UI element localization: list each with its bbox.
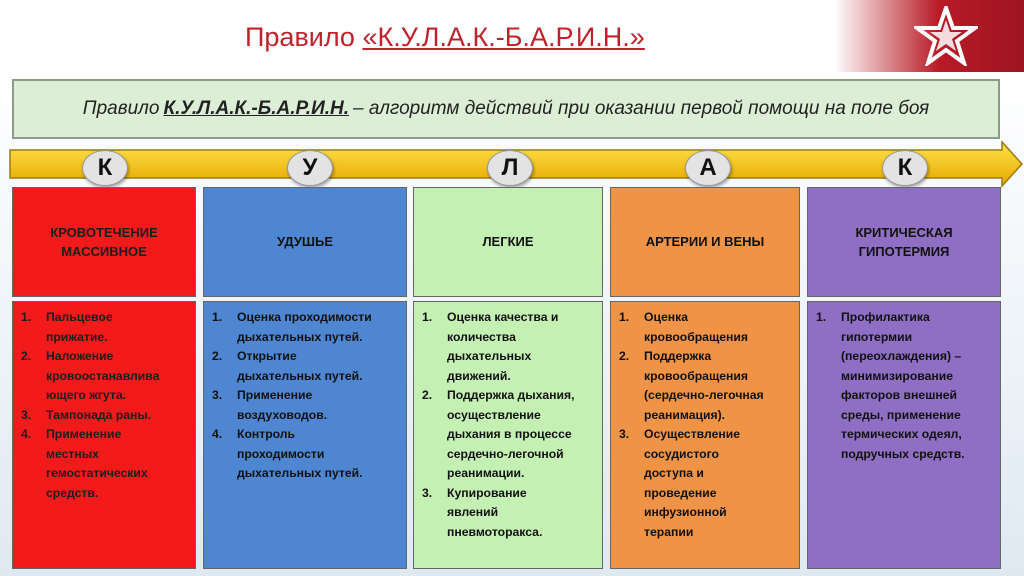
subtitle-box (12, 79, 1000, 139)
list-item: 2. Наложение кровоостанавлива ющего жгута. (21, 349, 160, 403)
column-list (807, 301, 1001, 569)
list-item: 1. Профилактика гипотермии (переохлаждения) – минимизирование факторов внешней среды, применение термических одеял, подручных средств. (816, 310, 965, 461)
list-item: 3. Применение воздуховодов. (212, 388, 328, 422)
list-item: 3. Купирование явлений пневмоторакса. (422, 485, 543, 539)
column-heading: УДУШЬЕ (203, 187, 407, 297)
column-list (12, 301, 196, 569)
column-list (610, 301, 800, 569)
column-heading: КРИТИЧЕСКАЯ ГИПОТЕРМИЯ (807, 187, 1001, 297)
subtitle-prefix: Правило (82, 98, 160, 119)
list-item: 2. Открытие дыхательных путей. (212, 349, 363, 383)
page-title: Правило «К.У.Л.А.К.-Б.А.Р.И.Н.» (245, 22, 645, 52)
column-list (413, 301, 603, 569)
list-item: 1. Оценка проходимости дыхательных путей. (212, 310, 372, 344)
list-item: 1. Оценка качества и количества дыхательных движений. (422, 310, 559, 383)
column-list (203, 301, 407, 569)
list-item: 3. Тампонада раны. (21, 407, 152, 422)
list-item: 4. Применение местных гемостатических средств. (21, 427, 148, 500)
list-item: 3. Осуществление сосудистого доступа и проведение инфузионной терапии (619, 427, 741, 539)
list-item: 4. Контроль проходимости дыхательных путей. (212, 427, 363, 481)
list-item: 2. Поддержка кровообращения (сердечно-легочная реанимация). (619, 349, 764, 422)
column-heading: АРТЕРИИ И ВЕНЫ (610, 187, 800, 297)
letter-badge: К (882, 150, 928, 186)
letter-badge: А (685, 150, 731, 186)
list-item: 2. Поддержка дыхания, осуществление дыхания в процессе сердечно-легочной реанимации. (422, 388, 575, 481)
letter-badge: У (287, 150, 333, 186)
list-item: 1. Пальцевое прижатие. (21, 310, 113, 344)
column-heading: КРОВОТЕЧЕНИЕ МАССИВНОЕ (12, 187, 196, 297)
red-star-emblem-icon (914, 6, 978, 66)
subtitle-emph: К.У.Л.А.К.-Б.А.Р.И.Н. (163, 98, 350, 119)
letter-badge: Л (487, 150, 533, 186)
list-item: 1. Оценка кровообращения (619, 310, 748, 344)
letter-badge: К (82, 150, 128, 186)
column-heading: ЛЕГКИЕ (413, 187, 603, 297)
subtitle-rest: – алгоритм действий при оказании первой помощи на поле боя (353, 98, 930, 119)
